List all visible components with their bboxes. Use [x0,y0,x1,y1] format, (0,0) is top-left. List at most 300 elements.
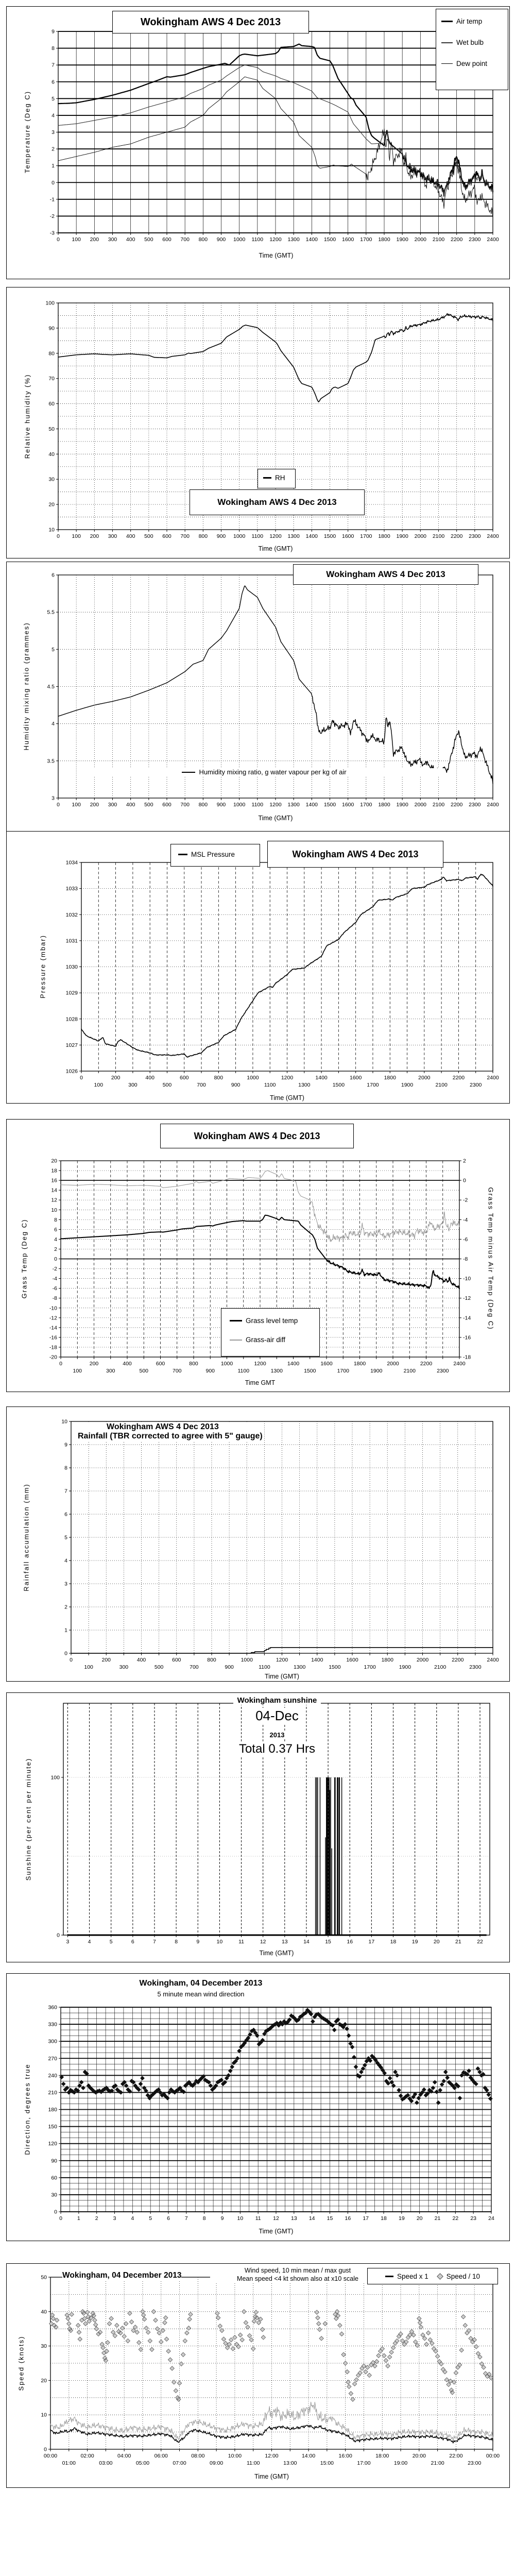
svg-text:1900: 1900 [396,236,408,243]
svg-text:-8: -8 [52,1295,57,1302]
svg-text:200: 200 [89,1361,99,1367]
svg-text:7: 7 [64,1488,67,1495]
svg-text:1034: 1034 [65,859,78,866]
legend-label: RH [275,474,285,482]
svg-text:1700: 1700 [367,1082,379,1088]
svg-text:23:00: 23:00 [468,2460,482,2466]
svg-text:90: 90 [51,2158,57,2164]
chart-subtitle: 5 minute mean wind direction [157,1990,245,1998]
legend-item [441,60,508,67]
svg-text:1100: 1100 [251,236,264,243]
svg-text:8: 8 [64,1465,67,1471]
y-axis-label: Rainfall accumulation (mm) [22,1483,30,1591]
svg-text:1600: 1600 [320,1361,333,1367]
svg-text:3: 3 [66,1939,70,1945]
svg-text:14: 14 [308,2215,315,2222]
svg-text:2300: 2300 [469,1664,482,1670]
svg-text:-12: -12 [463,1295,471,1302]
svg-text:1800: 1800 [378,533,390,539]
chart-title: Wokingham AWS 4 Dec 2013 [160,1124,354,1148]
svg-text:70: 70 [48,376,55,382]
svg-text:180: 180 [48,2107,57,2113]
x-axis-label: Time GMT [245,1379,276,1386]
chart-title: Wokingham sunshine [133,1696,421,1705]
legend-label: Speed x 1 [397,2272,428,2280]
svg-text:2300: 2300 [437,1368,449,1374]
svg-text:0: 0 [59,2215,62,2222]
svg-text:11: 11 [255,2215,261,2222]
svg-text:8: 8 [52,45,55,52]
svg-text:-12: -12 [49,1315,57,1321]
svg-text:-2: -2 [52,1266,57,1273]
svg-text:1900: 1900 [399,1664,411,1670]
svg-text:6: 6 [54,1226,57,1233]
svg-text:1400: 1400 [311,1657,323,1663]
svg-text:-18: -18 [49,1344,57,1351]
svg-text:600: 600 [162,802,171,808]
svg-text:1700: 1700 [360,533,372,539]
svg-text:02:00: 02:00 [80,2453,94,2459]
svg-text:80: 80 [48,350,55,357]
chart-subtitle-line2: Mean speed <4 kt shown also at x10 scale [237,2275,358,2282]
legend-item [230,1317,319,1325]
svg-text:1900: 1900 [401,1082,414,1088]
svg-text:15: 15 [325,1939,331,1945]
svg-text:300: 300 [108,533,117,539]
svg-text:2200: 2200 [420,1361,433,1367]
speed-div10-diamond-icon [437,2273,443,2280]
svg-text:17: 17 [363,2215,369,2222]
svg-text:2300: 2300 [469,802,481,808]
svg-text:1700: 1700 [337,1368,349,1374]
mixing-ratio-line-icon [182,772,195,773]
svg-text:-6: -6 [463,1236,468,1243]
air-temp-line-icon [441,21,453,22]
x-axis-label: Time (GMT) [258,545,293,552]
svg-text:12: 12 [273,2215,279,2222]
legend-item [441,39,508,46]
svg-text:900: 900 [216,236,226,243]
svg-text:1200: 1200 [269,802,282,808]
svg-text:14: 14 [303,1939,310,1945]
svg-text:40: 40 [48,451,55,457]
svg-text:1200: 1200 [269,236,282,243]
svg-text:2000: 2000 [414,533,427,539]
svg-text:16: 16 [345,2215,351,2222]
svg-text:1033: 1033 [65,886,78,892]
svg-text:30: 30 [41,2343,47,2350]
svg-text:400: 400 [145,1075,154,1081]
svg-text:800: 800 [198,236,208,243]
chart-title-block [90,1979,312,1998]
svg-text:19: 19 [398,2215,405,2222]
svg-text:22: 22 [452,2215,459,2222]
svg-text:-10: -10 [49,1305,57,1312]
svg-text:2000: 2000 [418,1075,431,1081]
svg-text:19:00: 19:00 [393,2460,408,2466]
panel-mixing-ratio [6,562,510,832]
legend-item [441,18,508,25]
svg-text:01:00: 01:00 [62,2460,76,2466]
svg-text:12:00: 12:00 [265,2453,279,2459]
pressure-chart [7,832,508,1102]
legend-label: MSL Pressure [191,851,235,858]
svg-text:-4: -4 [463,1216,468,1223]
svg-text:15:00: 15:00 [320,2460,334,2466]
svg-text:20: 20 [48,501,55,508]
svg-text:1500: 1500 [323,802,336,808]
panel-grass-temp [6,1119,510,1392]
panel-pressure [6,831,510,1104]
svg-text:4: 4 [54,1236,57,1243]
svg-text:2100: 2100 [434,1664,447,1670]
svg-text:1: 1 [77,2215,80,2222]
svg-text:700: 700 [190,1664,199,1670]
svg-text:-16: -16 [49,1334,57,1341]
svg-text:2200: 2200 [450,802,463,808]
svg-text:1200: 1200 [281,1075,294,1081]
svg-text:17: 17 [368,1939,375,1945]
legend-item [438,2273,480,2280]
svg-text:10: 10 [237,2215,244,2222]
svg-text:240: 240 [48,2072,57,2079]
legend-label: Speed / 10 [446,2272,480,2280]
y-axis-label: Grass Temp (Deg C) [20,1218,28,1299]
svg-text:1700: 1700 [360,802,372,808]
svg-text:1026: 1026 [65,1068,78,1075]
svg-text:-14: -14 [49,1325,57,1331]
chart-subtitle: Rainfall (TBR corrected to agree with 5" gauge) [78,1432,263,1440]
svg-text:2: 2 [463,1158,466,1164]
svg-text:4: 4 [131,2215,134,2222]
svg-text:14:00: 14:00 [301,2453,316,2459]
svg-text:10: 10 [216,1939,223,1945]
svg-text:6: 6 [167,2215,170,2222]
svg-text:1600: 1600 [341,802,354,808]
svg-text:4: 4 [64,1557,67,1564]
svg-text:1600: 1600 [346,1657,358,1663]
svg-text:0: 0 [64,1650,67,1657]
chart-title-block [133,1696,421,1756]
svg-text:2300: 2300 [470,1082,482,1088]
svg-text:1500: 1500 [323,533,336,539]
svg-text:11: 11 [238,1939,244,1945]
svg-text:330: 330 [48,2021,57,2028]
svg-text:0: 0 [57,533,60,539]
svg-text:20: 20 [51,1158,57,1164]
svg-text:5: 5 [64,1534,67,1541]
svg-text:-6: -6 [52,1285,57,1292]
svg-text:-14: -14 [463,1315,471,1321]
svg-text:2300: 2300 [469,533,481,539]
svg-text:18: 18 [390,1939,397,1945]
legend-item [263,474,295,482]
svg-text:18: 18 [51,1167,57,1174]
svg-text:2: 2 [64,1604,67,1611]
svg-text:1: 1 [64,1627,67,1634]
svg-text:0: 0 [57,802,60,808]
svg-text:1: 1 [52,163,55,170]
svg-text:300: 300 [119,1664,129,1670]
svg-text:20: 20 [41,2377,47,2384]
chart-title: Wokingham AWS 4 Dec 2013 [112,11,309,33]
svg-text:5: 5 [149,2215,152,2222]
svg-text:4: 4 [88,1939,91,1945]
svg-text:800: 800 [198,533,208,539]
chart-title: Wokingham, 04 December 2013 [62,2271,182,2280]
svg-text:2200: 2200 [450,533,463,539]
svg-text:-4: -4 [52,1276,57,1282]
svg-text:5.5: 5.5 [47,609,55,616]
svg-text:21: 21 [455,1939,461,1945]
svg-text:100: 100 [50,1774,60,1781]
svg-text:40: 40 [41,2309,47,2315]
svg-text:0: 0 [70,1657,73,1663]
svg-text:1031: 1031 [65,938,78,944]
svg-text:400: 400 [136,1657,146,1663]
wet-bulb-line-icon [441,42,453,43]
svg-text:300: 300 [128,1082,138,1088]
svg-text:06:00: 06:00 [154,2453,168,2459]
svg-text:6: 6 [52,79,55,86]
svg-text:0: 0 [57,1932,60,1939]
svg-text:10:00: 10:00 [228,2453,242,2459]
svg-text:0: 0 [59,1361,62,1367]
svg-text:0: 0 [54,2209,57,2215]
svg-text:30: 30 [48,476,55,483]
svg-text:1300: 1300 [293,1664,306,1670]
svg-text:22:00: 22:00 [449,2453,463,2459]
chart-title: Wokingham AWS 4 Dec 2013 [190,489,365,515]
x-axis-label: Time (GMT) [259,252,294,259]
svg-text:50: 50 [48,426,55,432]
legend [221,1308,320,1357]
svg-text:2000: 2000 [416,1657,429,1663]
svg-text:8: 8 [175,1939,178,1945]
svg-text:1600: 1600 [349,1075,362,1081]
svg-text:800: 800 [214,1075,224,1081]
y-axis-label: Pressure (mbar) [39,935,47,998]
svg-text:2000: 2000 [387,1361,399,1367]
svg-text:2000: 2000 [414,236,427,243]
svg-text:900: 900 [231,1082,241,1088]
svg-text:10: 10 [61,1418,67,1425]
svg-text:20: 20 [416,2215,423,2222]
svg-text:10: 10 [41,2412,47,2418]
svg-text:600: 600 [162,533,171,539]
svg-text:3.5: 3.5 [47,758,55,765]
panel-wind-direction [6,1973,510,2241]
svg-text:7: 7 [52,62,55,69]
rh-line-icon [263,477,271,479]
svg-text:2100: 2100 [403,1368,416,1374]
legend [436,9,508,90]
svg-text:22: 22 [477,1939,483,1945]
svg-text:1700: 1700 [360,236,372,243]
svg-text:1100: 1100 [264,1082,276,1088]
svg-text:500: 500 [144,533,153,539]
svg-text:1400: 1400 [287,1361,300,1367]
svg-text:07:00: 07:00 [173,2460,186,2466]
svg-text:9: 9 [52,28,55,35]
legend-label: Air temp [456,18,483,25]
svg-text:-18: -18 [463,1354,471,1361]
panel-temperature [6,6,510,279]
legend-item [385,2273,428,2280]
legend-label: Humidity mixing ratio, g water vapour per kg of air [199,768,347,776]
wind-speed-chart [7,2264,508,2486]
svg-text:1100: 1100 [259,1664,270,1670]
svg-text:2400: 2400 [453,1361,466,1367]
svg-text:7: 7 [153,1939,156,1945]
svg-text:2100: 2100 [432,533,445,539]
chart-title: Wokingham AWS 4 Dec 2013 [107,1422,219,1431]
svg-text:600: 600 [156,1361,165,1367]
svg-text:1100: 1100 [237,1368,250,1374]
svg-text:21: 21 [434,2215,441,2222]
svg-text:2300: 2300 [469,236,481,243]
svg-text:-10: -10 [463,1276,471,1282]
y2-axis-label: Grass Temp minus Air Temp (Deg C) [487,1187,495,1330]
panel-wind-speed [6,2263,510,2488]
svg-text:700: 700 [180,802,190,808]
svg-text:23: 23 [470,2215,477,2222]
svg-text:1000: 1000 [247,1075,259,1081]
svg-text:17:00: 17:00 [357,2460,371,2466]
svg-text:16: 16 [347,1939,353,1945]
wind-direction-chart [7,1974,508,2240]
svg-text:500: 500 [154,1664,164,1670]
svg-text:16:00: 16:00 [338,2453,352,2459]
svg-text:700: 700 [172,1368,182,1374]
svg-text:1900: 1900 [370,1368,383,1374]
svg-text:9: 9 [196,1939,200,1945]
y-axis-label: Temperature (Deg C) [23,90,31,174]
svg-text:0: 0 [80,1075,83,1081]
x-axis-label: Time (GMT) [259,2228,294,2235]
svg-text:0: 0 [54,1256,57,1262]
svg-text:1400: 1400 [305,802,318,808]
svg-text:1500: 1500 [329,1664,341,1670]
svg-text:1030: 1030 [65,964,78,970]
svg-text:4.5: 4.5 [47,684,55,690]
svg-text:9: 9 [220,2215,224,2222]
svg-text:-1: -1 [49,196,55,203]
svg-text:19: 19 [411,1939,418,1945]
svg-text:900: 900 [225,1664,234,1670]
svg-text:13: 13 [290,2215,297,2222]
legend [84,768,444,776]
svg-text:2400: 2400 [487,236,499,243]
svg-text:2100: 2100 [432,802,445,808]
chart-title: Wokingham AWS 4 Dec 2013 [267,841,443,868]
svg-text:1900: 1900 [396,802,408,808]
svg-text:6: 6 [64,1511,67,1518]
svg-text:300: 300 [106,1368,115,1374]
svg-text:8: 8 [202,2215,206,2222]
legend-label: Wet bulb [456,39,484,46]
svg-text:1300: 1300 [298,1082,311,1088]
svg-text:2200: 2200 [452,1657,464,1663]
svg-text:800: 800 [198,802,208,808]
chart-title-block [78,1422,263,1441]
svg-text:1100: 1100 [251,533,264,539]
svg-text:2100: 2100 [432,236,445,243]
svg-text:09:00: 09:00 [209,2460,224,2466]
svg-text:20: 20 [433,1939,440,1945]
svg-text:1029: 1029 [65,990,78,996]
svg-text:300: 300 [48,2038,57,2045]
svg-text:10: 10 [51,1207,57,1213]
chart-title: Wokingham AWS 4 Dec 2013 [293,564,478,585]
svg-text:1400: 1400 [305,236,318,243]
svg-text:16: 16 [51,1177,57,1184]
svg-text:18: 18 [381,2215,387,2222]
svg-text:270: 270 [48,2055,57,2062]
svg-text:08:00: 08:00 [191,2453,205,2459]
chart-subtitle-line1: Wind speed, 10 min mean / max gust [244,2267,351,2274]
grass-air-diff-line-icon [230,1340,242,1341]
svg-text:2200: 2200 [450,236,463,243]
svg-text:1800: 1800 [384,1075,396,1081]
svg-text:8: 8 [54,1216,57,1223]
temperature-chart [7,7,508,278]
svg-text:200: 200 [101,1657,111,1663]
pressure-line-icon [178,854,187,855]
svg-text:00:00: 00:00 [486,2453,500,2459]
svg-text:2200: 2200 [452,1075,465,1081]
svg-text:05:00: 05:00 [135,2460,150,2466]
svg-text:-8: -8 [463,1256,468,1262]
panel-rainfall [6,1406,510,1682]
svg-text:13: 13 [281,1939,288,1945]
svg-text:0: 0 [52,179,55,186]
svg-text:2400: 2400 [487,1075,499,1081]
svg-text:600: 600 [179,1075,189,1081]
svg-text:10: 10 [48,527,55,533]
svg-text:1400: 1400 [305,533,318,539]
svg-text:200: 200 [111,1075,121,1081]
svg-text:1300: 1300 [287,533,300,539]
svg-text:1800: 1800 [378,236,390,243]
svg-text:700: 700 [197,1082,206,1088]
svg-text:-20: -20 [49,1354,57,1361]
svg-text:1027: 1027 [65,1042,78,1048]
legend [170,844,260,867]
svg-text:2: 2 [52,146,55,152]
svg-text:900: 900 [205,1368,215,1374]
chart-date: 04-Dec [133,1708,421,1724]
legend-label: Dew point [456,60,488,67]
svg-text:1200: 1200 [254,1361,266,1367]
svg-text:0: 0 [57,236,60,243]
svg-text:700: 700 [180,236,190,243]
svg-text:-2: -2 [463,1197,468,1204]
svg-text:15: 15 [327,2215,333,2222]
svg-text:6: 6 [52,572,55,579]
chart-year: 2013 [133,1731,421,1739]
chart-subtitle-block [210,2267,385,2282]
svg-text:1500: 1500 [323,236,336,243]
grass-temp-line-icon [230,1320,242,1321]
svg-text:24: 24 [488,2215,494,2222]
humidity-chart [7,287,508,557]
svg-text:03:00: 03:00 [99,2460,113,2466]
rainfall-chart [7,1407,508,1680]
svg-text:2400: 2400 [487,1657,499,1663]
svg-text:1000: 1000 [233,236,246,243]
chart-title: Wokingham, 04 December 2013 [139,1979,263,1988]
